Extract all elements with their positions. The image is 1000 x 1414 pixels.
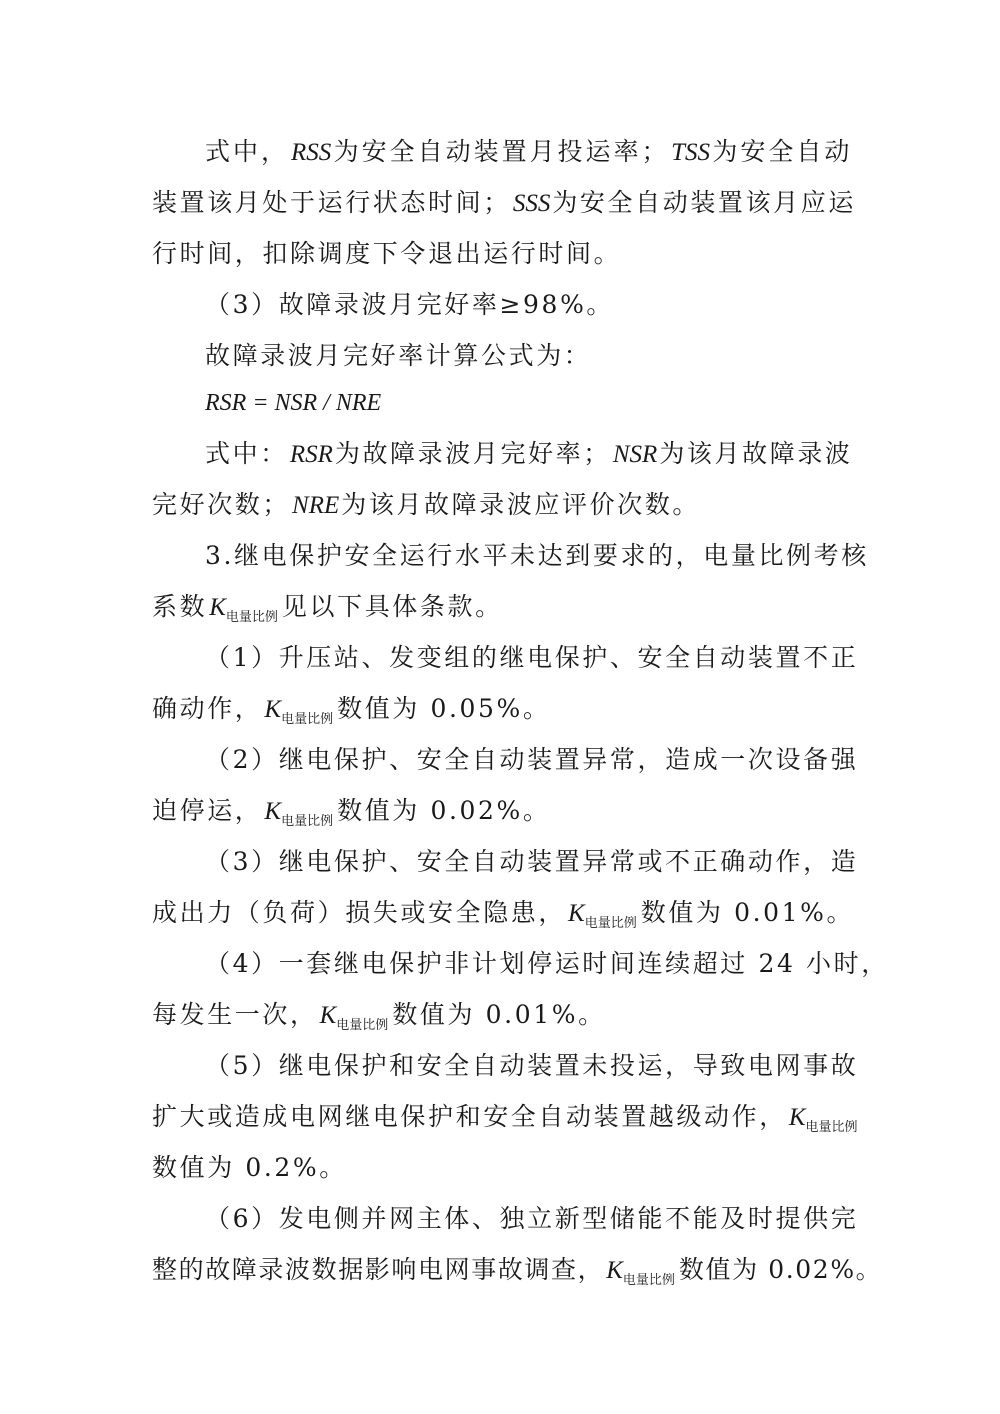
para-rsr-line-1: 式中：RSR为故障录波月完好率；NSR为该月故障录波 [205, 439, 853, 468]
para-rss-line-2: 装置该月处于运行状态时间；SSS为安全自动装置该月应运 [152, 188, 856, 217]
var-rss: RSS [290, 139, 332, 166]
item-3-line-2: 系数$K_{电量比例}$ 见以下具体条款。 [152, 592, 503, 625]
var-rsr: RSR [289, 441, 333, 468]
clause-fault-recording-rate: （3）故障录波月完好率≥98%。 [205, 290, 615, 319]
clause-2-line-1: （2）继电保护、安全自动装置异常，造成一次设备强 [205, 745, 859, 774]
clause-4-line-2: 每发生一次，$K_{电量比例}$ 数值为 0.01%。 [152, 1000, 606, 1033]
clause-6-line-2: 整的故障录波数据影响电网事故调查，$K_{电量比例}$ 数值为 0.02%。 [152, 1255, 883, 1288]
var-tss: TSS [671, 139, 711, 166]
clause-2-line-2: 迫停运，$K_{电量比例}$ 数值为 0.02%。 [152, 796, 551, 829]
clause-1-line-1: （1）升压站、发变组的继电保护、安全自动装置不正 [205, 643, 859, 672]
para-rsr-line-2: 完好次数；NRE为该月故障录波应评价次数。 [152, 490, 701, 519]
clause-4-line-1: （4）一套继电保护非计划停运时间连续超过 24 小时， [205, 949, 889, 978]
var-nre: NRE [292, 492, 340, 519]
formula-rsr: RSR = NSR / NRE [205, 390, 382, 416]
clause-3-line-2: 成出力（负荷）损失或安全隐患，$K_{电量比例}$ 数值为 0.01%。 [152, 898, 855, 931]
clause-3-line-1: （3）继电保护、安全自动装置异常或不正确动作，造 [205, 847, 859, 876]
clause-5-line-3: 数值为 0.2%。 [152, 1153, 347, 1182]
clause-5-line-1: （5）继电保护和安全自动装置未投运，导致电网事故 [205, 1051, 859, 1080]
var-sss: SSS [512, 190, 551, 217]
clause-5-line-2: 扩大或造成电网继电保护和安全自动装置越级动作，$K_{电量比例}$ [152, 1102, 858, 1135]
var-nsr: NSR [612, 441, 658, 468]
item-3-heading: 3.继电保护安全运行水平未达到要求的，电量比例考核 [205, 541, 869, 570]
para-rss-line-3: 行时间，扣除调度下令退出运行时间。 [152, 239, 622, 268]
para-rss-line-1: 式中，RSS为安全自动装置月投运率；TSS为安全自动 [205, 137, 852, 166]
formula-intro: 故障录波月完好率计算公式为： [205, 341, 592, 370]
clause-6-line-1: （6）发电侧并网主体、独立新型储能不能及时提供完 [205, 1204, 859, 1233]
clause-1-line-2: 确动作，$K_{电量比例}$ 数值为 0.05%。 [152, 694, 551, 727]
